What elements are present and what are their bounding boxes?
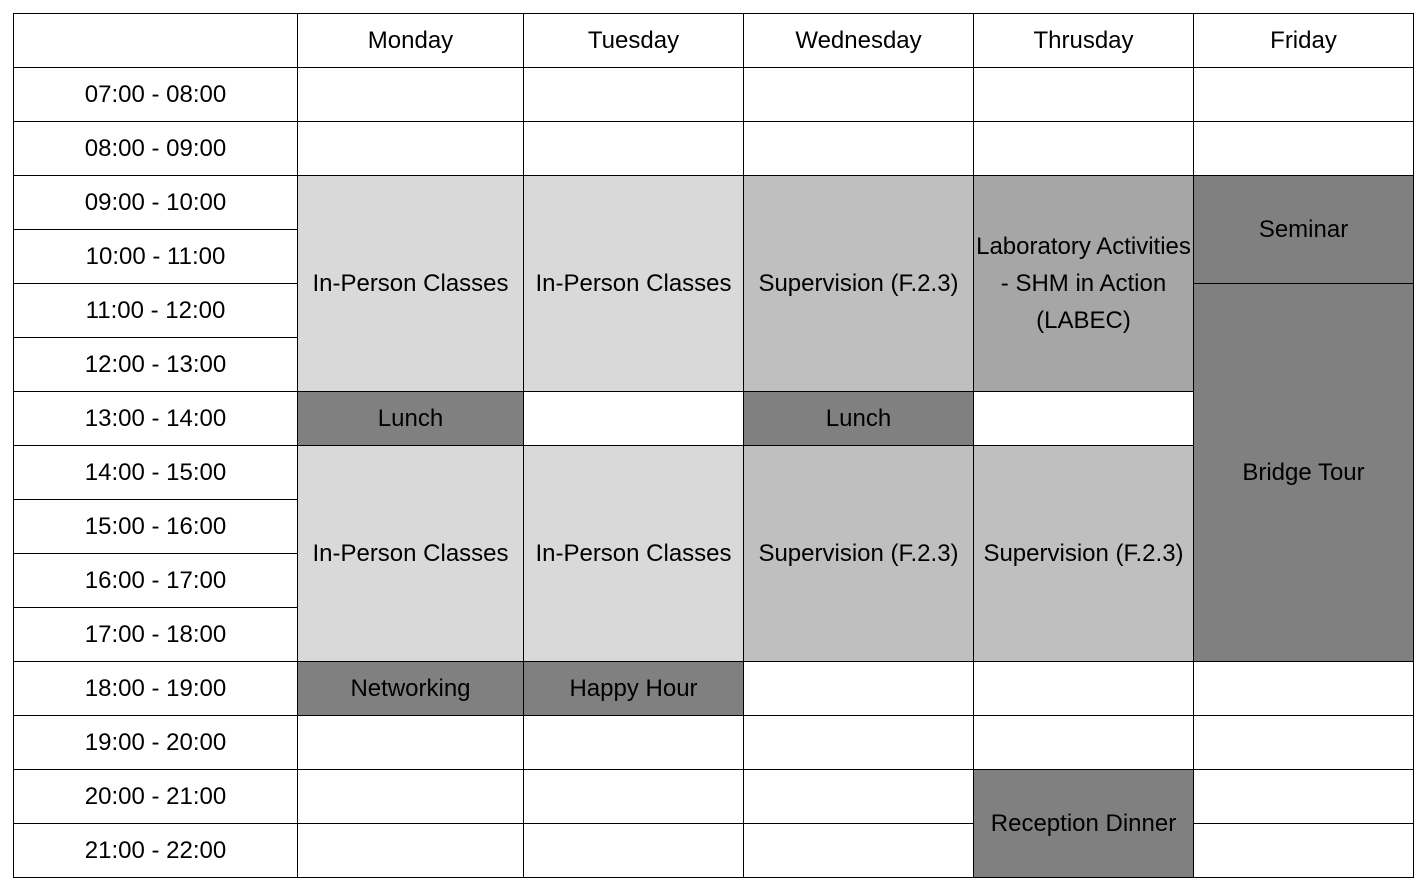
empty-cell (974, 662, 1194, 716)
empty-cell (744, 770, 974, 824)
time-row (14, 824, 1414, 878)
time-slot: 19:00 - 20:00 (14, 716, 298, 770)
time-slot: 13:00 - 14:00 (14, 392, 298, 446)
empty-cell (298, 824, 524, 878)
event-wednesday-afternoon-supervision: Supervision (F.2.3) (744, 446, 974, 662)
day-header-tuesday: Tuesday (524, 14, 744, 68)
time-slot: 07:00 - 08:00 (14, 68, 298, 122)
empty-cell (974, 716, 1194, 770)
time-slot: 10:00 - 11:00 (14, 230, 298, 284)
day-header-friday: Friday (1194, 14, 1414, 68)
empty-cell (974, 392, 1194, 446)
empty-cell (524, 68, 744, 122)
event-tuesday-morning-classes: In-Person Classes (524, 176, 744, 392)
event-friday-seminar: Seminar (1194, 176, 1414, 284)
time-slot: 12:00 - 13:00 (14, 338, 298, 392)
event-friday-bridge-tour: Bridge Tour (1194, 284, 1414, 662)
time-row (14, 68, 1414, 122)
empty-cell (974, 68, 1194, 122)
time-slot: 16:00 - 17:00 (14, 554, 298, 608)
time-slot: 11:00 - 12:00 (14, 284, 298, 338)
empty-cell (744, 68, 974, 122)
time-slot: 15:00 - 16:00 (14, 500, 298, 554)
empty-cell (1194, 122, 1414, 176)
empty-cell (524, 716, 744, 770)
event-tuesday-happy-hour: Happy Hour (524, 662, 744, 716)
empty-cell (744, 662, 974, 716)
time-row (14, 662, 1414, 716)
empty-cell (1194, 716, 1414, 770)
schedule-table (13, 13, 1414, 878)
empty-cell (1194, 662, 1414, 716)
day-header-thursday: Thrusday (974, 14, 1194, 68)
event-wednesday-lunch: Lunch (744, 392, 974, 446)
time-slot: 14:00 - 15:00 (14, 446, 298, 500)
time-row (14, 176, 1414, 230)
empty-cell (298, 68, 524, 122)
time-slot: 09:00 - 10:00 (14, 176, 298, 230)
empty-cell (1194, 770, 1414, 824)
empty-cell (1194, 68, 1414, 122)
event-thursday-reception-dinner: Reception Dinner (974, 770, 1194, 878)
event-thursday-afternoon-supervision: Supervision (F.2.3) (974, 446, 1194, 662)
empty-cell (1194, 824, 1414, 878)
corner-cell (14, 14, 298, 68)
time-row (14, 716, 1414, 770)
empty-cell (974, 122, 1194, 176)
event-monday-networking: Networking (298, 662, 524, 716)
time-slot: 20:00 - 21:00 (14, 770, 298, 824)
header-row (14, 14, 1414, 68)
event-monday-morning-classes: In-Person Classes (298, 176, 524, 392)
empty-cell (524, 824, 744, 878)
event-tuesday-afternoon-classes: In-Person Classes (524, 446, 744, 662)
time-row (14, 770, 1414, 824)
day-header-monday: Monday (298, 14, 524, 68)
empty-cell (744, 824, 974, 878)
empty-cell (298, 716, 524, 770)
time-slot: 17:00 - 18:00 (14, 608, 298, 662)
empty-cell (298, 122, 524, 176)
event-monday-afternoon-classes: In-Person Classes (298, 446, 524, 662)
time-row (14, 122, 1414, 176)
empty-cell (744, 122, 974, 176)
empty-cell (524, 122, 744, 176)
event-wednesday-morning-supervision: Supervision (F.2.3) (744, 176, 974, 392)
day-header-wednesday: Wednesday (744, 14, 974, 68)
empty-cell (524, 392, 744, 446)
empty-cell (524, 770, 744, 824)
time-slot: 21:00 - 22:00 (14, 824, 298, 878)
empty-cell (298, 770, 524, 824)
time-slot: 08:00 - 09:00 (14, 122, 298, 176)
empty-cell (744, 716, 974, 770)
event-monday-lunch: Lunch (298, 392, 524, 446)
event-thursday-laboratory: Laboratory Activities - SHM in Action (LABEC) (974, 176, 1194, 392)
time-slot: 18:00 - 19:00 (14, 662, 298, 716)
